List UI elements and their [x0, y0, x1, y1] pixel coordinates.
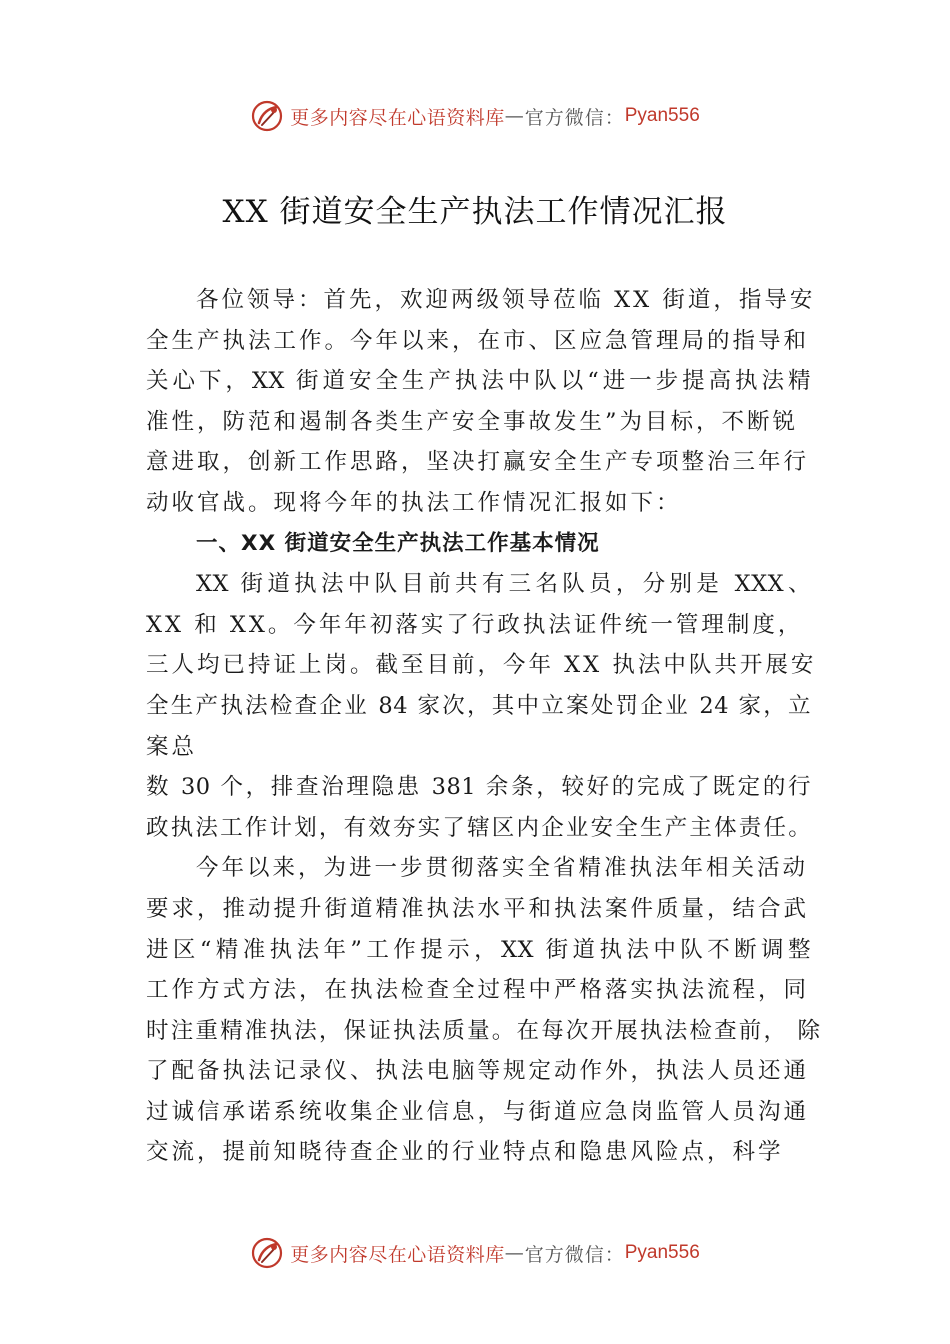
body-line: 今年以来，为进一步贯彻落实全省精准执法年相关活动 [196, 855, 809, 882]
body-line: 工作方式方法，在执法检查全过程中严格落实执法流程，同 [146, 977, 810, 1004]
body-line: 动收官战。现将今年的执法工作情况汇报如下： [146, 489, 682, 516]
header-account: Pyan556 [624, 105, 700, 126]
body-line: 进区“精准执法年”工作提示，XX 街道执法中队不断调整 [146, 936, 811, 963]
document-title: XX 街道安全生产执法工作情况汇报 [222, 194, 728, 230]
body-line: XX 和 XX。今年年初落实了行政执法证件统一管理制度， [146, 611, 804, 638]
body-line: 各位领导：首先，欢迎两级领导莅临 XX 街道，指导安 [196, 287, 816, 313]
footer-brand-text: 更多内容尽在心语资料库 [290, 1243, 505, 1266]
body-line: 时注重精准执法，保证执法质量。在每次开展执法检查前， 除 [146, 1017, 823, 1044]
body-line: 政执法工作计划，有效夯实了辖区内企业安全生产主体责任。 [146, 814, 813, 841]
body-line: 交流，提前知晓待查企业的行业特点和隐患风险点，科学 [146, 1139, 784, 1166]
footer-dash: — [504, 1242, 525, 1264]
body-line: 案总 [146, 733, 198, 760]
body-line: 准性，防范和遏制各类生产安全事故发生”为目标，不断锐 [146, 408, 799, 435]
body-line: 过诚信承诺系统收集企业信息，与街道应急岗监管人员沟通 [146, 1098, 810, 1125]
footer-wechat-label: 官方微信： [524, 1243, 625, 1266]
header-wechat-label: 官方微信： [524, 106, 625, 129]
body-line: 关心下，XX 街道安全生产执法中队以“进一步提高执法精 [146, 368, 811, 395]
header-banner [0, 96, 950, 136]
body-line: 了配备执法记录仪、执法电脑等规定动作外，执法人员还通 [146, 1058, 810, 1085]
body-line: 三人均已持证上岗。截至目前，今年 XX 执法中队共开展安 [146, 652, 817, 679]
body-line: 意进取，创新工作思路，坚决打赢安全生产专项整治三年行 [146, 449, 810, 476]
body-line: XX 街道执法中队目前共有三名队员，分别是 XXX、 [196, 571, 811, 598]
header-dash: — [504, 105, 525, 127]
body-line: 数 30 个，排查治理隐患 381 余条，较好的完成了既定的行 [146, 774, 811, 801]
body-line: 全生产执法检查企业 84 家次，其中立案处罚企业 24 家，立 [146, 692, 811, 719]
header-brand-text: 更多内容尽在心语资料库 [290, 106, 505, 129]
brand-logo-icon [250, 99, 284, 133]
body-line: 要求，推动提升街道精准执法水平和执法案件质量，结合武 [146, 895, 810, 922]
section-heading: 一、XX 街道安全生产执法工作基本情况 [196, 530, 600, 556]
body-line: 全生产执法工作。今年以来，在市、区应急管理局的指导和 [146, 327, 810, 354]
document-body [146, 280, 823, 1173]
brand-logo-icon [250, 1236, 284, 1270]
footer-banner [0, 1233, 950, 1273]
footer-account: Pyan556 [624, 1242, 700, 1263]
